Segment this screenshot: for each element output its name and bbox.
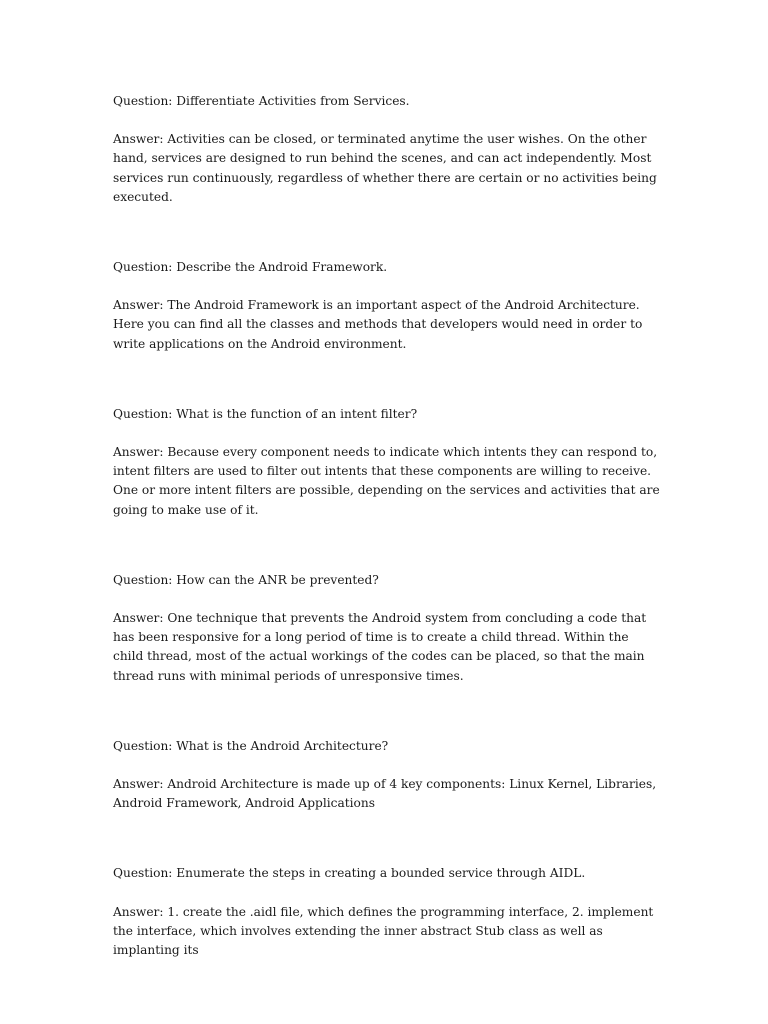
answer-text: Answer: The Android Framework is an important aspect of the Android Architecture. Here you can find all the classes and methods that developers would need in order to write applications on the Android environment. xyxy=(113,298,643,351)
qa-item xyxy=(113,864,661,960)
answer-text: Answer: One technique that prevents the Android system from concluding a code that has been responsive for a long period of time is to create a child thread. Within the child thread, most of the actual workings of the codes can be placed, so that the main thread runs with minimal periods of unresponsive times. xyxy=(113,611,647,683)
answer-text: Answer: Android Architecture is made up of 4 key components: Linux Kernel, Libraries, Android Framework, Android Applications xyxy=(113,777,657,811)
qa-item xyxy=(113,405,661,520)
qa-item xyxy=(113,571,661,686)
question-text: Question: How can the ANR be prevented? xyxy=(113,572,379,587)
qa-item xyxy=(113,92,661,207)
question-text: Question: Enumerate the steps in creating a bounded service through AIDL. xyxy=(113,866,586,881)
qa-item xyxy=(113,258,661,354)
question-text: Question: Describe the Android Framework. xyxy=(113,260,388,275)
qa-item xyxy=(113,737,661,814)
question-text: Question: Differentiate Activities from Services. xyxy=(113,94,410,108)
qa-list xyxy=(113,92,661,1011)
question-text: Question: What is the function of an intent filter? xyxy=(113,406,418,421)
answer-text: Answer: Activities can be closed, or terminated anytime the user wishes. On the other hand, services are designed to run behind the scenes, and can act independently. Most services run continuously, regardless of whether there are certain or no activities being executed. xyxy=(113,132,657,204)
question-text: Question: What is the Android Architecture? xyxy=(113,738,389,753)
answer-text: Answer: Because every component needs to indicate which intents they can respond to, intent filters are used to filter out intents that these components are willing to receive. One or more intent filters are possible, depending on the services and activities that are going to make use of it. xyxy=(113,445,660,517)
answer-text: Answer: 1. create the .aidl file, which defines the programming interface, 2. implement the interface, which involves extending the inner abstract Stub class as well as implanting its xyxy=(113,904,654,958)
